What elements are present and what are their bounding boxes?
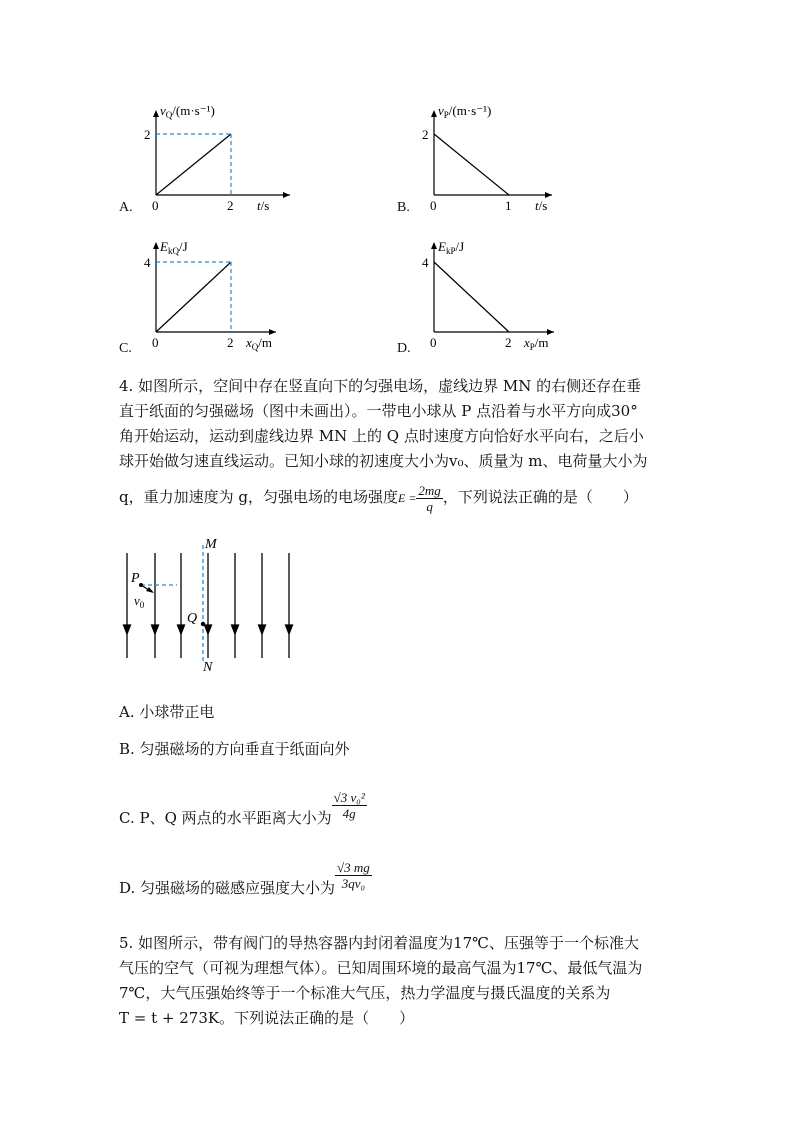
y-label: $v_Q/(m\cdot s^{-1})$ [160,103,215,120]
origin-label: 0 [152,335,159,350]
field-arrow-icon [286,625,293,634]
x-tick: 2 [505,335,512,350]
graph-a [140,95,330,215]
question-5-line-2: 气压的空气（可视为理想气体）。已知周围环境的最高气温为17℃、最低气温为 [119,959,643,977]
frac-den: 3qv₀ [341,876,366,891]
y-axis-arrow-icon [431,110,437,117]
velocity-arrow-icon [146,587,154,593]
frac-den: 4g [342,806,356,821]
y-axis-arrow-icon [153,242,159,249]
y-tick: 2 [422,127,429,142]
q4-option-b: B. 匀强磁场的方向垂直于纸面向外 [119,740,350,758]
x-label: $x_Q/m$ [246,335,273,352]
origin-label: 0 [152,198,159,213]
q4-option-c-fraction [332,790,367,821]
x-label: t/s [257,198,270,213]
field-arrow-icon [232,625,239,634]
graph-c [140,233,330,353]
question-4-line-5a: q，重力加速度为 g，匀强电场的电场强度 [119,488,398,506]
x-tick: 1 [505,198,512,213]
label-n: N [203,660,213,675]
q4-figure [115,533,305,678]
y-label: $E_{kP}/J$ [438,239,465,256]
graph-line [156,262,231,332]
origin-label: 0 [430,335,437,350]
x-tick: 2 [227,335,234,350]
graph-line [434,134,509,195]
y-label: $v_P/(m\cdot s^{-1})$ [438,103,492,120]
q4-option-a: A. 小球带正电 [119,703,215,721]
question-4-line-1: 4. 如图所示，空间中存在竖直向下的匀强电场，虚线边界 MN 的右侧还存在垂 [119,377,642,395]
graph-line [156,134,231,195]
label-v0: $v_0$ [134,593,145,610]
question-5-line-1: 5. 如图所示，带有阀门的导热容器内封闭着温度为17℃、压强等于一个标准大 [119,934,639,952]
x-axis-arrow-icon [283,192,290,198]
frac-num: √3 v₀² [333,790,365,805]
x-label: $x_P/m$ [524,335,549,352]
field-arrow-icon [124,625,131,634]
frac-num: 2mg [418,482,441,498]
field-eq-lhs: E = [397,491,417,505]
label-p: P [131,571,140,586]
q4-option-d-text: D. 匀强磁场的磁感应强度大小为 [119,879,336,897]
graph-b [418,95,608,215]
option-c-letter: C. [119,341,132,356]
y-label: $E_{kQ}/J$ [160,239,188,256]
y-axis-arrow-icon [431,242,437,249]
question-5-line-3: 7℃，大气压强始终等于一个标准大气压，热力学温度与摄氏温度的关系为 [119,984,611,1002]
field-strength-fraction [416,483,442,514]
graph-line [434,262,509,332]
field-arrow-icon [178,625,185,634]
question-5-line-4: T = t + 273K。下列说法正确的是（ ） [119,1009,415,1027]
x-label: t/s [535,198,548,213]
q4-option-d-fraction [335,860,372,891]
graph-d [418,233,608,353]
question-4-line-5b: ，下列说法正确的是（ ） [442,488,638,506]
q4-option-c [119,790,684,828]
option-a-letter: A. [119,200,133,215]
label-q: Q [187,611,198,626]
y-tick: 4 [144,255,151,270]
origin-label: 0 [430,198,437,213]
option-b-letter: B. [397,200,410,215]
x-tick: 2 [227,198,234,213]
field-arrow-icon [152,625,159,634]
point-q [201,622,205,626]
field-arrow-icon [259,625,266,634]
y-tick: 4 [422,255,429,270]
question-4-line-4: 球开始做匀速直线运动。已知小球的初速度大小为v₀、质量为 m、电荷量大小为 [119,452,648,470]
option-d-letter: D. [397,341,411,356]
question-4-line-5 [119,480,684,515]
q4-option-d [119,860,684,898]
y-axis-arrow-icon [153,110,159,117]
question-4-line-3: 角开始运动，运动到虚线边界 MN 上的 Q 点时速度方向恰好水平向右，之后小 [119,427,644,445]
frac-den: q [426,498,433,514]
y-tick: 2 [144,127,151,142]
frac-num: √3 mg [337,860,370,875]
label-m: M [205,537,217,552]
field-arrow-icon [205,625,212,634]
question-4-line-2: 直于纸面的匀强磁场（图中未画出）。一带电小球从 P 点沿着与水平方向成30° [119,402,638,420]
q4-option-c-text: C. P、Q 两点的水平距离大小为 [119,809,332,827]
